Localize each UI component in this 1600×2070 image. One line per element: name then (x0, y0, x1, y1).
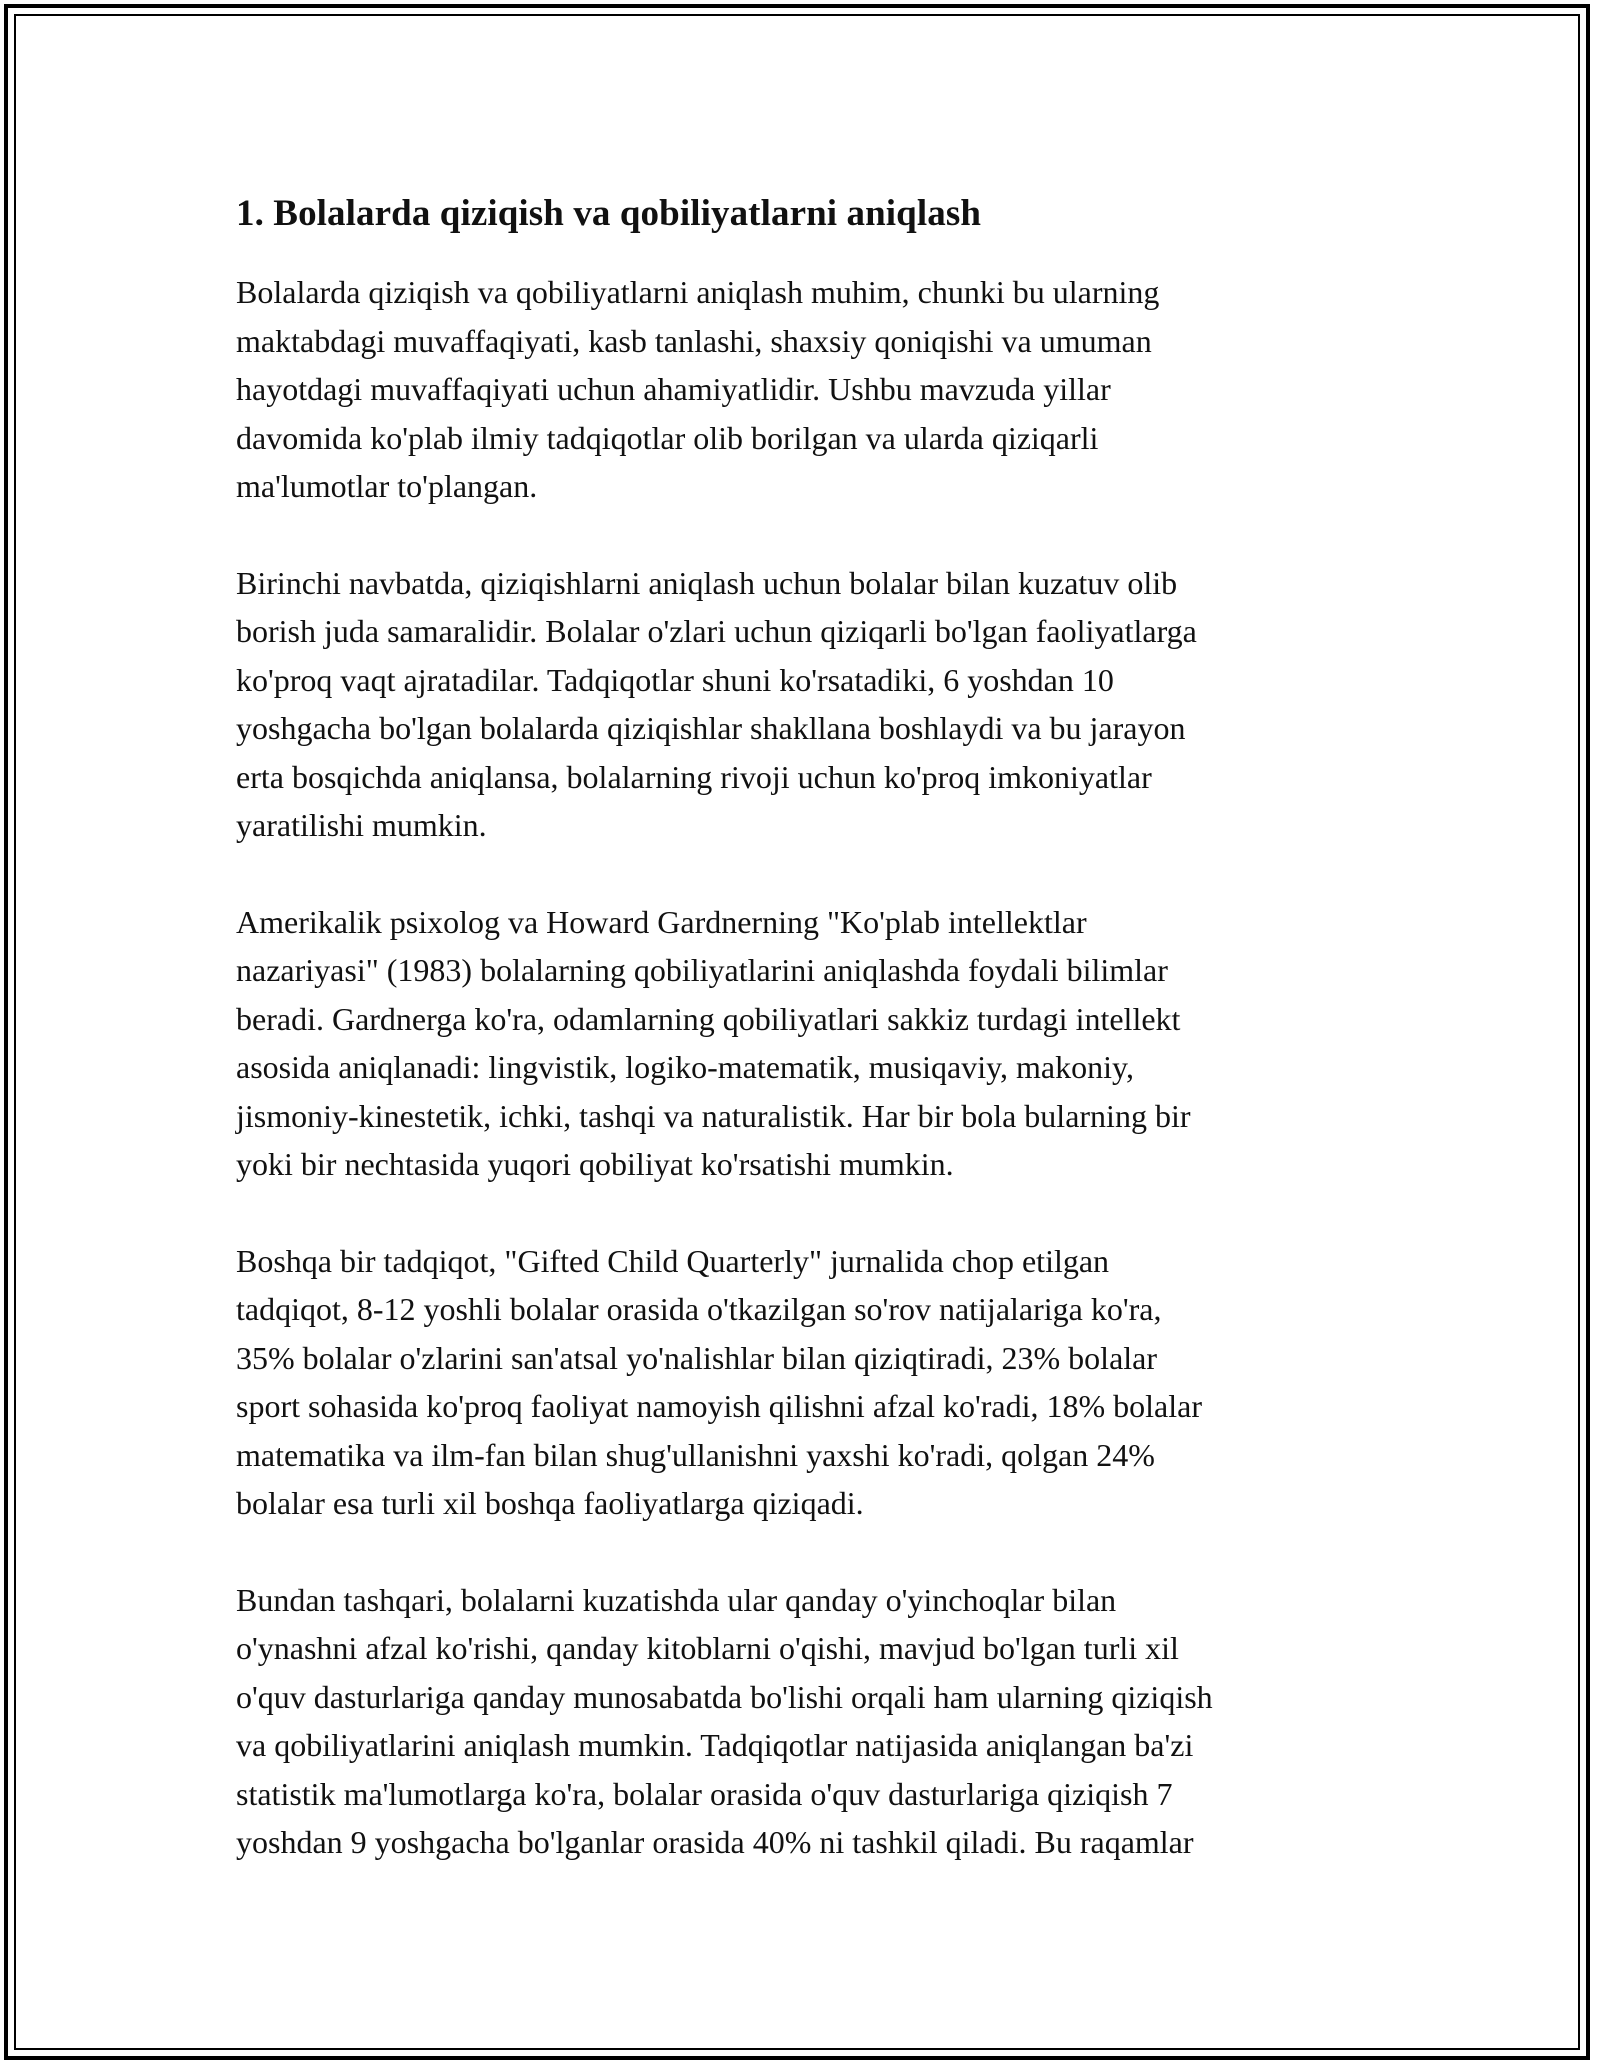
paragraph-intro: Bolalarda qiziqish va qobiliyatlarni aniqlash muhim, chunki bu ularning maktabdagi muvaffaqiyati, kasb tanlashi, shaxsiy qoniqishi va umuman hayotdagi muvaffaqiyati uchun ahamiyatlidir. Ushbu mavzuda yillar davomida ko'plab ilmiy tadqiqotlar olib borilgan va ularda qiziqarli ma'lumotlar to'plangan. (236, 274, 1160, 504)
paragraph-gardner: Amerikalik psixolog va Howard Gardnerning "Ko'plab intellektlar nazariyasi" (1983) bolalarning qobiliyatlarini aniqlashda foydali bilimlar beradi. Gardnerga ko'ra, odamlarning qobiliyatlari sakkiz turdagi intellekt asosida aniqlanadi: lingvistik, logiko-matematik, musiqaviy, makoniy, jismoniy-kinestetik, ichki, tashqi va naturalistik. Har bir bola bularning bir yoki bir nechtasida yuqori qobiliyat ko'rsatishi mumkin. (236, 903, 1191, 1182)
document-body (236, 186, 1366, 1915)
paragraph-observation: Birinchi navbatda, qiziqishlarni aniqlash uchun bolalar bilan kuzatuv olib borish juda samaralidir. Bolalar o'zlari uchun qiziqarli bo'lgan faoliyatlarga ko'proq vaqt ajratadilar. Tadqiqotlar shuni ko'rsatadiki, 6 yoshdan 10 yoshgacha bo'lgan bolalarda qiziqishlar shakllana boshlaydi va bu jarayon erta bosqichda aniqlansa, bolalarning rivoji uchun ko'proq imkoniyatlar yaratilishi mumkin. (236, 564, 1197, 843)
paragraph-survey: Boshqa bir tadqiqot, "Gifted Child Quarterly" jurnalida chop etilgan tadqiqot, 8-12 yoshli bolalar orasida o'tkazilgan so'rov natijalariga ko'ra, 35% bolalar o'zlarini san'atsal yo'nalishlar bilan qiziqtiradi, 23% bolalar sport sohasida ko'proq faoliyat namoyish qilishni afzal ko'radi, 18% bolalar matematika va ilm-fan bilan shug'ullanishni yaxshi ko'radi, qolgan 24% bolalar esa turli xil boshqa faoliyatlarga qiziqadi. (236, 1242, 1202, 1521)
section-heading: 1. Bolalarda qiziqish va qobiliyatlarni aniqlash (236, 193, 981, 234)
paragraph-additional: Bundan tashqari, bolalarni kuzatishda ular qanday o'yinchoqlar bilan o'ynashni afzal ko'rishi, qanday kitoblarni o'qishi, mavjud bo'lgan turli xil o'quv dasturlariga qanday munosabatda bo'lishi orqali ham ularning qiziqish va qobiliyatlarini aniqlash mumkin. Tadqiqotlar natijasida aniqlangan ba'zi statistik ma'lumotlarga ko'ra, bolalar orasida o'quv dasturlariga qiziqish 7 yoshdan 9 yoshgacha bo'lganlar orasida 40% ni tashkil qiladi. Bu raqamlar (236, 1581, 1213, 1860)
